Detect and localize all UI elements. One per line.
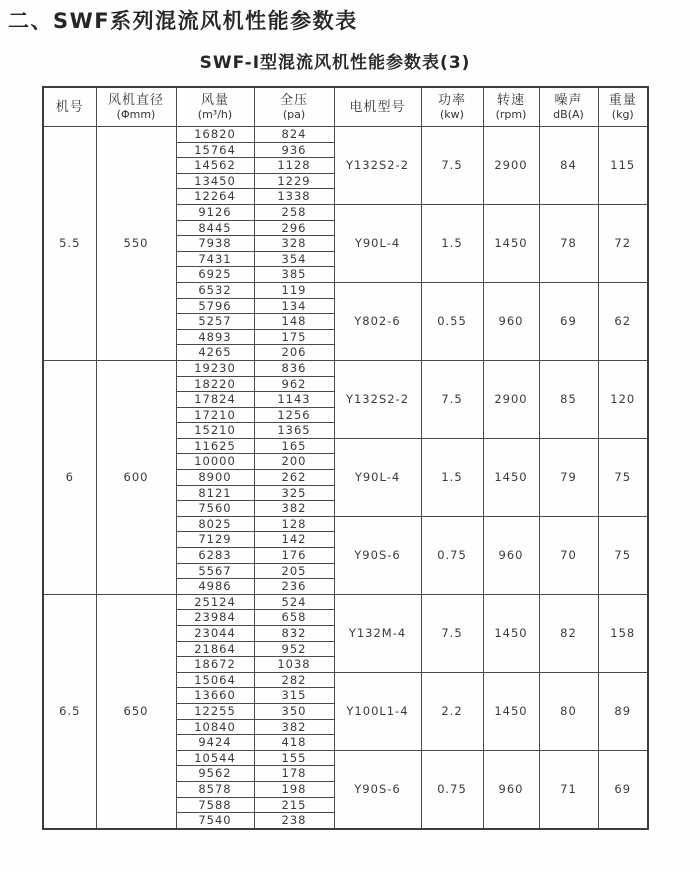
column-header-label: 重量 xyxy=(608,93,637,108)
page-title: 二、SWF系列混流风机性能参数表 xyxy=(8,9,358,33)
pressure-cell: 119 xyxy=(254,282,334,298)
flow-cell: 18220 xyxy=(176,376,254,392)
weight-cell: 89 xyxy=(598,672,648,750)
pressure-cell: 418 xyxy=(254,735,334,751)
flow-cell: 9424 xyxy=(176,735,254,751)
pressure-cell: 1365 xyxy=(254,423,334,439)
diameter-cell: 600 xyxy=(96,360,176,594)
pressure-cell: 176 xyxy=(254,548,334,564)
flow-cell: 6283 xyxy=(176,548,254,564)
model-cell: 5.5 xyxy=(43,127,96,361)
spec-table-body xyxy=(43,127,648,829)
pressure-cell: 282 xyxy=(254,672,334,688)
column-header-1 xyxy=(96,87,176,127)
column-header-label: 风量 xyxy=(200,93,229,108)
flow-cell: 23984 xyxy=(176,610,254,626)
pressure-cell: 836 xyxy=(254,360,334,376)
weight-cell: 120 xyxy=(598,360,648,438)
flow-cell: 12255 xyxy=(176,703,254,719)
weight-cell: 62 xyxy=(598,282,648,360)
pressure-cell: 1128 xyxy=(254,158,334,174)
column-header-unit: (pa) xyxy=(282,108,306,121)
pressure-cell: 962 xyxy=(254,376,334,392)
noise-cell: 80 xyxy=(539,672,598,750)
power-cell: 7.5 xyxy=(421,127,483,205)
power-cell: 2.2 xyxy=(421,672,483,750)
pressure-cell: 824 xyxy=(254,127,334,143)
pressure-cell: 382 xyxy=(254,719,334,735)
pressure-cell: 1229 xyxy=(254,173,334,189)
power-cell: 0.55 xyxy=(421,282,483,360)
flow-cell: 12264 xyxy=(176,189,254,205)
pressure-cell: 1038 xyxy=(254,657,334,673)
flow-cell: 10000 xyxy=(176,454,254,470)
flow-cell: 7938 xyxy=(176,236,254,252)
flow-cell: 15764 xyxy=(176,142,254,158)
pressure-cell: 262 xyxy=(254,470,334,486)
speed-cell: 1450 xyxy=(483,204,539,282)
noise-cell: 79 xyxy=(539,438,598,516)
noise-cell: 69 xyxy=(539,282,598,360)
weight-cell: 75 xyxy=(598,438,648,516)
column-header-unit: (Φmm) xyxy=(116,108,156,121)
speed-cell: 2900 xyxy=(483,127,539,205)
model-cell: 6.5 xyxy=(43,594,96,828)
flow-cell: 5257 xyxy=(176,314,254,330)
column-header-6 xyxy=(483,87,539,127)
pressure-cell: 315 xyxy=(254,688,334,704)
flow-cell: 10544 xyxy=(176,750,254,766)
pressure-cell: 382 xyxy=(254,501,334,517)
pressure-cell: 155 xyxy=(254,750,334,766)
flow-cell: 18672 xyxy=(176,657,254,673)
power-cell: 0.75 xyxy=(421,516,483,594)
pressure-cell: 198 xyxy=(254,781,334,797)
noise-cell: 85 xyxy=(539,360,598,438)
flow-cell: 4893 xyxy=(176,329,254,345)
column-header-2 xyxy=(176,87,254,127)
flow-cell: 8025 xyxy=(176,516,254,532)
weight-cell: 75 xyxy=(598,516,648,594)
motor-cell: Y90S-6 xyxy=(334,516,421,594)
pressure-cell: 165 xyxy=(254,438,334,454)
noise-cell: 70 xyxy=(539,516,598,594)
speed-cell: 960 xyxy=(483,282,539,360)
flow-cell: 23044 xyxy=(176,626,254,642)
flow-cell: 15064 xyxy=(176,672,254,688)
pressure-cell: 200 xyxy=(254,454,334,470)
motor-cell: Y90L-4 xyxy=(334,438,421,516)
column-header-7 xyxy=(539,87,598,127)
flow-cell: 13450 xyxy=(176,173,254,189)
column-header-label: 转速 xyxy=(496,93,525,108)
motor-cell: Y100L1-4 xyxy=(334,672,421,750)
motor-cell: Y132S2-2 xyxy=(334,360,421,438)
speed-cell: 960 xyxy=(483,750,539,828)
column-header-unit: (kg) xyxy=(611,108,634,121)
column-header-unit: (m³/h) xyxy=(197,108,233,121)
power-cell: 1.5 xyxy=(421,204,483,282)
flow-cell: 19230 xyxy=(176,360,254,376)
flow-cell: 10840 xyxy=(176,719,254,735)
flow-cell: 17824 xyxy=(176,392,254,408)
pressure-cell: 1338 xyxy=(254,189,334,205)
pressure-cell: 385 xyxy=(254,267,334,283)
flow-cell: 15210 xyxy=(176,423,254,439)
pressure-cell: 175 xyxy=(254,329,334,345)
pressure-cell: 1256 xyxy=(254,407,334,423)
noise-cell: 82 xyxy=(539,594,598,672)
pressure-cell: 142 xyxy=(254,532,334,548)
flow-cell: 9126 xyxy=(176,204,254,220)
pressure-cell: 238 xyxy=(254,813,334,829)
speed-cell: 1450 xyxy=(483,438,539,516)
pressure-cell: 258 xyxy=(254,204,334,220)
column-header-label: 机号 xyxy=(55,99,84,115)
table-title: SWF-I型混流风机性能参数表(3) xyxy=(199,53,471,73)
power-cell: 7.5 xyxy=(421,360,483,438)
pressure-cell: 236 xyxy=(254,579,334,595)
pressure-cell: 354 xyxy=(254,251,334,267)
column-header-unit: (kw) xyxy=(440,108,464,121)
flow-cell: 7129 xyxy=(176,532,254,548)
flow-cell: 8578 xyxy=(176,781,254,797)
pressure-cell: 658 xyxy=(254,610,334,626)
flow-cell: 13660 xyxy=(176,688,254,704)
weight-cell: 69 xyxy=(598,750,648,828)
flow-cell: 8121 xyxy=(176,485,254,501)
pressure-cell: 936 xyxy=(254,142,334,158)
pressure-cell: 1143 xyxy=(254,392,334,408)
pressure-cell: 178 xyxy=(254,766,334,782)
pressure-cell: 328 xyxy=(254,236,334,252)
column-header-unit: (rpm) xyxy=(495,108,527,121)
flow-cell: 17210 xyxy=(176,407,254,423)
noise-cell: 71 xyxy=(539,750,598,828)
motor-cell: Y90L-4 xyxy=(334,204,421,282)
flow-cell: 4986 xyxy=(176,579,254,595)
pressure-cell: 215 xyxy=(254,797,334,813)
pressure-cell: 134 xyxy=(254,298,334,314)
pressure-cell: 325 xyxy=(254,485,334,501)
motor-cell: Y132S2-2 xyxy=(334,127,421,205)
pressure-cell: 952 xyxy=(254,641,334,657)
power-cell: 1.5 xyxy=(421,438,483,516)
flow-cell: 5796 xyxy=(176,298,254,314)
spec-table xyxy=(42,86,649,830)
flow-cell: 7431 xyxy=(176,251,254,267)
column-header-4 xyxy=(334,87,421,127)
spec-table-head xyxy=(43,87,648,127)
flow-cell: 25124 xyxy=(176,594,254,610)
speed-cell: 960 xyxy=(483,516,539,594)
model-cell: 6 xyxy=(43,360,96,594)
diameter-cell: 650 xyxy=(96,594,176,828)
motor-cell: Y802-6 xyxy=(334,282,421,360)
speed-cell: 1450 xyxy=(483,672,539,750)
pressure-cell: 296 xyxy=(254,220,334,236)
flow-cell: 8900 xyxy=(176,470,254,486)
pressure-cell: 832 xyxy=(254,626,334,642)
pressure-cell: 350 xyxy=(254,703,334,719)
weight-cell: 115 xyxy=(598,127,648,205)
flow-cell: 21864 xyxy=(176,641,254,657)
table-row xyxy=(43,594,648,610)
column-header-label: 全压 xyxy=(279,93,308,108)
flow-cell: 14562 xyxy=(176,158,254,174)
column-header-label: 功率 xyxy=(437,93,466,108)
pressure-cell: 128 xyxy=(254,516,334,532)
header-row xyxy=(43,87,648,127)
column-header-5 xyxy=(421,87,483,127)
flow-cell: 4265 xyxy=(176,345,254,361)
flow-cell: 6532 xyxy=(176,282,254,298)
pressure-cell: 148 xyxy=(254,314,334,330)
noise-cell: 78 xyxy=(539,204,598,282)
flow-cell: 5567 xyxy=(176,563,254,579)
flow-cell: 7588 xyxy=(176,797,254,813)
diameter-cell: 550 xyxy=(96,127,176,361)
column-header-0 xyxy=(43,87,96,127)
flow-cell: 9562 xyxy=(176,766,254,782)
table-row xyxy=(43,127,648,143)
flow-cell: 7540 xyxy=(176,813,254,829)
flow-cell: 11625 xyxy=(176,438,254,454)
flow-cell: 8445 xyxy=(176,220,254,236)
flow-cell: 6925 xyxy=(176,267,254,283)
column-header-label: 噪声 xyxy=(554,93,583,108)
power-cell: 7.5 xyxy=(421,594,483,672)
pressure-cell: 206 xyxy=(254,345,334,361)
column-header-unit: dB(A) xyxy=(553,108,584,121)
flow-cell: 7560 xyxy=(176,501,254,517)
column-header-label: 风机直径 xyxy=(107,93,164,108)
weight-cell: 158 xyxy=(598,594,648,672)
weight-cell: 72 xyxy=(598,204,648,282)
motor-cell: Y132M-4 xyxy=(334,594,421,672)
pressure-cell: 524 xyxy=(254,594,334,610)
flow-cell: 16820 xyxy=(176,127,254,143)
speed-cell: 1450 xyxy=(483,594,539,672)
power-cell: 0.75 xyxy=(421,750,483,828)
table-row xyxy=(43,360,648,376)
speed-cell: 2900 xyxy=(483,360,539,438)
pressure-cell: 205 xyxy=(254,563,334,579)
column-header-3 xyxy=(254,87,334,127)
column-header-8 xyxy=(598,87,648,127)
noise-cell: 84 xyxy=(539,127,598,205)
column-header-label: 电机型号 xyxy=(349,99,406,115)
motor-cell: Y90S-6 xyxy=(334,750,421,828)
